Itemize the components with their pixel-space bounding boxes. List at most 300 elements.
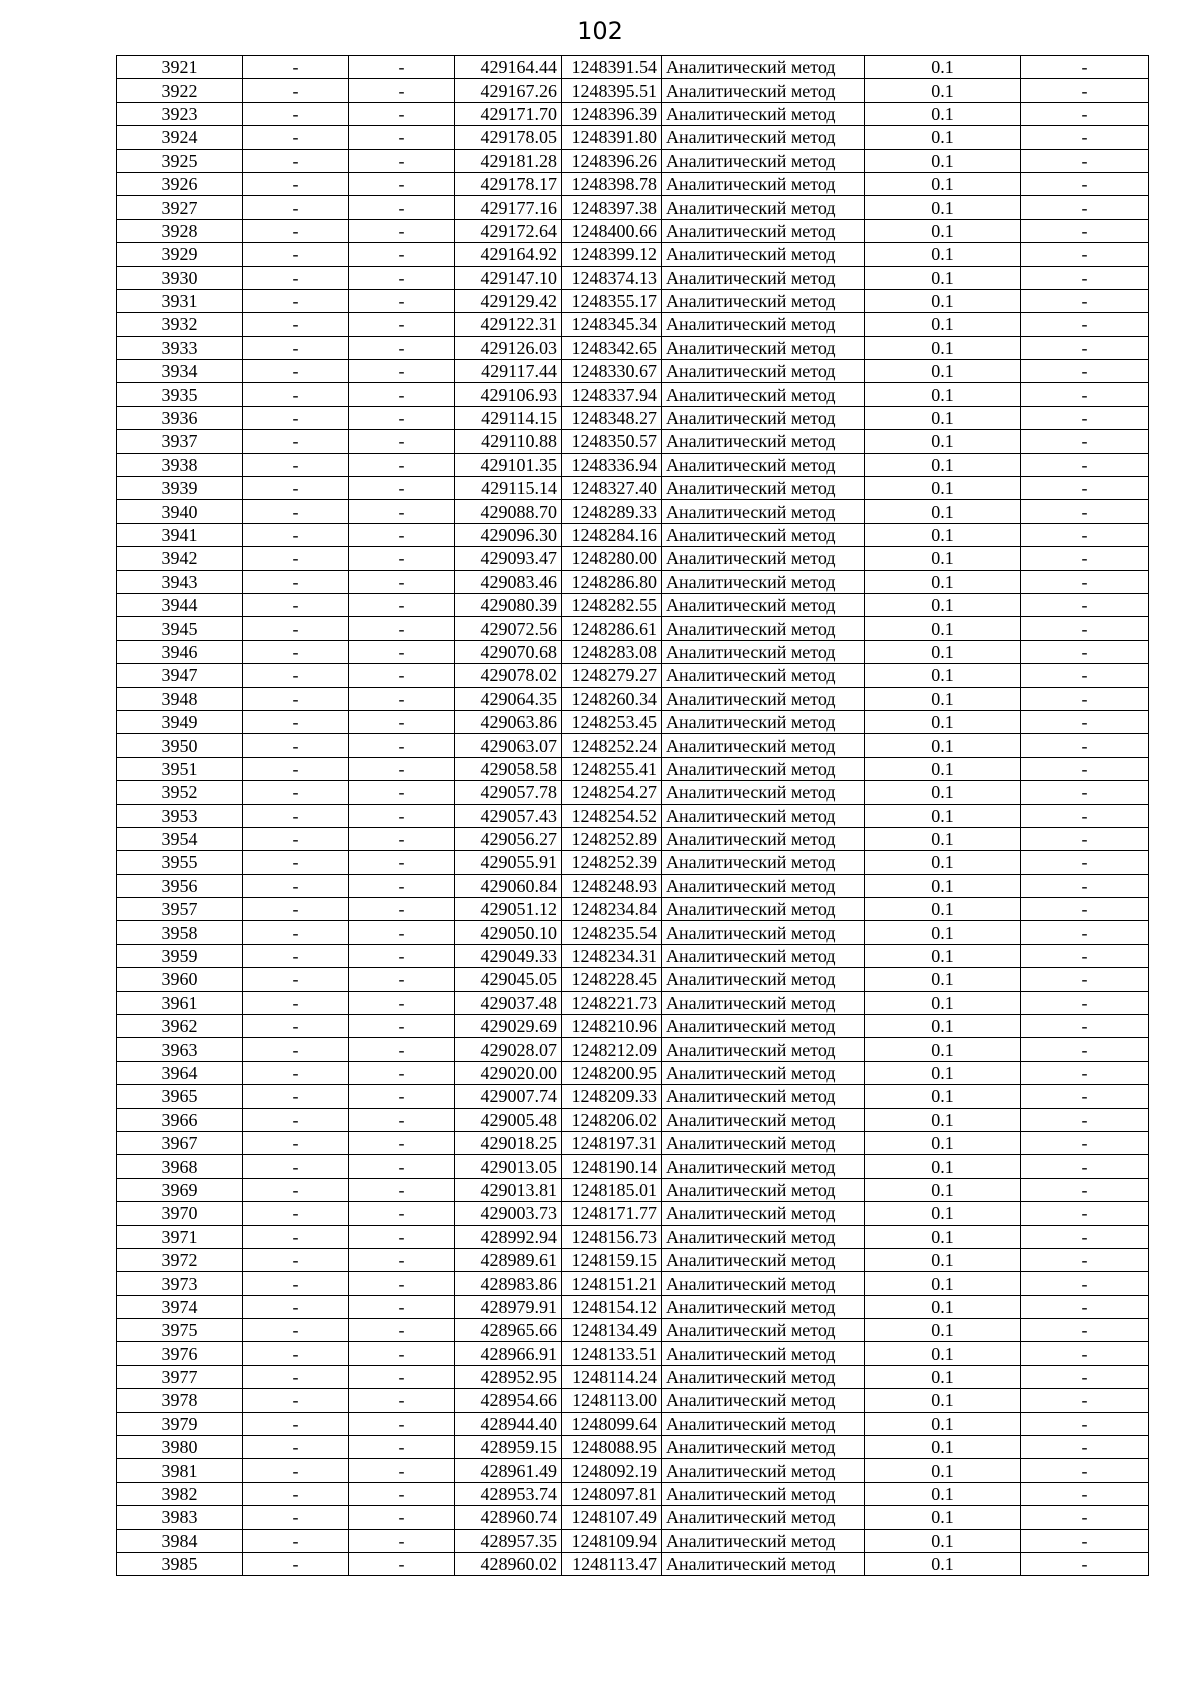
dash-cell-3: - xyxy=(1021,687,1149,710)
y-coordinate-cell: 1248088.95 xyxy=(562,1436,662,1459)
y-coordinate-cell: 1248397.38 xyxy=(562,196,662,219)
point-number-cell: 3923 xyxy=(117,102,243,125)
dash-cell-2: - xyxy=(349,1342,455,1365)
y-coordinate-cell: 1248171.77 xyxy=(562,1202,662,1225)
dash-cell-3: - xyxy=(1021,570,1149,593)
y-coordinate-cell: 1248286.61 xyxy=(562,617,662,640)
method-cell: Аналитический метод xyxy=(662,757,865,780)
dash-cell-2: - xyxy=(349,79,455,102)
point-number-cell: 3938 xyxy=(117,453,243,476)
precision-cell: 0.1 xyxy=(865,219,1021,242)
point-number-cell: 3930 xyxy=(117,266,243,289)
dash-cell-3: - xyxy=(1021,1412,1149,1435)
precision-cell: 0.1 xyxy=(865,79,1021,102)
precision-cell: 0.1 xyxy=(865,827,1021,850)
x-coordinate-cell: 429078.02 xyxy=(455,664,562,687)
table-row xyxy=(117,547,1149,570)
dash-cell-1: - xyxy=(243,430,349,453)
method-cell: Аналитический метод xyxy=(662,851,865,874)
y-coordinate-cell: 1248284.16 xyxy=(562,523,662,546)
dash-cell-2: - xyxy=(349,243,455,266)
method-cell: Аналитический метод xyxy=(662,1108,865,1131)
dash-cell-1: - xyxy=(243,1553,349,1576)
y-coordinate-cell: 1248221.73 xyxy=(562,991,662,1014)
dash-cell-1: - xyxy=(243,734,349,757)
y-coordinate-cell: 1248253.45 xyxy=(562,710,662,733)
dash-cell-1: - xyxy=(243,1412,349,1435)
precision-cell: 0.1 xyxy=(865,1319,1021,1342)
point-number-cell: 3940 xyxy=(117,500,243,523)
dash-cell-3: - xyxy=(1021,336,1149,359)
dash-cell-1: - xyxy=(243,289,349,312)
dash-cell-2: - xyxy=(349,523,455,546)
x-coordinate-cell: 429080.39 xyxy=(455,593,562,616)
method-cell: Аналитический метод xyxy=(662,1178,865,1201)
point-number-cell: 3955 xyxy=(117,851,243,874)
dash-cell-2: - xyxy=(349,430,455,453)
method-cell: Аналитический метод xyxy=(662,523,865,546)
method-cell: Аналитический метод xyxy=(662,1272,865,1295)
x-coordinate-cell: 429072.56 xyxy=(455,617,562,640)
precision-cell: 0.1 xyxy=(865,1389,1021,1412)
x-coordinate-cell: 429083.46 xyxy=(455,570,562,593)
x-coordinate-cell: 429056.27 xyxy=(455,827,562,850)
precision-cell: 0.1 xyxy=(865,1482,1021,1505)
method-cell: Аналитический метод xyxy=(662,243,865,266)
dash-cell-1: - xyxy=(243,1389,349,1412)
table-row xyxy=(117,1412,1149,1435)
y-coordinate-cell: 1248327.40 xyxy=(562,477,662,500)
y-coordinate-cell: 1248336.94 xyxy=(562,453,662,476)
precision-cell: 0.1 xyxy=(865,804,1021,827)
method-cell: Аналитический метод xyxy=(662,79,865,102)
y-coordinate-cell: 1248235.54 xyxy=(562,921,662,944)
y-coordinate-cell: 1248099.64 xyxy=(562,1412,662,1435)
y-coordinate-cell: 1248209.33 xyxy=(562,1085,662,1108)
precision-cell: 0.1 xyxy=(865,921,1021,944)
point-number-cell: 3962 xyxy=(117,1015,243,1038)
y-coordinate-cell: 1248337.94 xyxy=(562,383,662,406)
table-row xyxy=(117,617,1149,640)
x-coordinate-cell: 428960.02 xyxy=(455,1553,562,1576)
dash-cell-1: - xyxy=(243,898,349,921)
method-cell: Аналитический метод xyxy=(662,1295,865,1318)
dash-cell-2: - xyxy=(349,500,455,523)
dash-cell-3: - xyxy=(1021,1482,1149,1505)
method-cell: Аналитический метод xyxy=(662,430,865,453)
dash-cell-3: - xyxy=(1021,1342,1149,1365)
dash-cell-2: - xyxy=(349,1272,455,1295)
dash-cell-2: - xyxy=(349,1178,455,1201)
point-number-cell: 3961 xyxy=(117,991,243,1014)
method-cell: Аналитический метод xyxy=(662,1553,865,1576)
y-coordinate-cell: 1248210.96 xyxy=(562,1015,662,1038)
point-number-cell: 3932 xyxy=(117,313,243,336)
precision-cell: 0.1 xyxy=(865,851,1021,874)
precision-cell: 0.1 xyxy=(865,570,1021,593)
x-coordinate-cell: 429018.25 xyxy=(455,1131,562,1154)
dash-cell-1: - xyxy=(243,617,349,640)
table-row xyxy=(117,570,1149,593)
table-row xyxy=(117,804,1149,827)
point-number-cell: 3949 xyxy=(117,710,243,733)
dash-cell-3: - xyxy=(1021,1459,1149,1482)
precision-cell: 0.1 xyxy=(865,874,1021,897)
precision-cell: 0.1 xyxy=(865,1553,1021,1576)
precision-cell: 0.1 xyxy=(865,734,1021,757)
dash-cell-2: - xyxy=(349,219,455,242)
x-coordinate-cell: 429045.05 xyxy=(455,968,562,991)
method-cell: Аналитический метод xyxy=(662,1061,865,1084)
y-coordinate-cell: 1248212.09 xyxy=(562,1038,662,1061)
point-number-cell: 3970 xyxy=(117,1202,243,1225)
point-number-cell: 3948 xyxy=(117,687,243,710)
table-row xyxy=(117,1248,1149,1271)
y-coordinate-cell: 1248289.33 xyxy=(562,500,662,523)
method-cell: Аналитический метод xyxy=(662,1459,865,1482)
table-row xyxy=(117,687,1149,710)
table-row xyxy=(117,430,1149,453)
method-cell: Аналитический метод xyxy=(662,1225,865,1248)
point-number-cell: 3929 xyxy=(117,243,243,266)
point-number-cell: 3978 xyxy=(117,1389,243,1412)
y-coordinate-cell: 1248252.89 xyxy=(562,827,662,850)
dash-cell-3: - xyxy=(1021,593,1149,616)
method-cell: Аналитический метод xyxy=(662,1412,865,1435)
dash-cell-1: - xyxy=(243,1272,349,1295)
method-cell: Аналитический метод xyxy=(662,874,865,897)
x-coordinate-cell: 429088.70 xyxy=(455,500,562,523)
dash-cell-2: - xyxy=(349,1131,455,1154)
y-coordinate-cell: 1248255.41 xyxy=(562,757,662,780)
dash-cell-2: - xyxy=(349,149,455,172)
dash-cell-2: - xyxy=(349,1319,455,1342)
dash-cell-1: - xyxy=(243,1248,349,1271)
y-coordinate-cell: 1248185.01 xyxy=(562,1178,662,1201)
method-cell: Аналитический метод xyxy=(662,1506,865,1529)
dash-cell-2: - xyxy=(349,1459,455,1482)
method-cell: Аналитический метод xyxy=(662,921,865,944)
dash-cell-3: - xyxy=(1021,1529,1149,1552)
dash-cell-3: - xyxy=(1021,172,1149,195)
dash-cell-3: - xyxy=(1021,360,1149,383)
precision-cell: 0.1 xyxy=(865,1412,1021,1435)
y-coordinate-cell: 1248151.21 xyxy=(562,1272,662,1295)
dash-cell-2: - xyxy=(349,1061,455,1084)
page-number: 102 xyxy=(577,17,623,45)
dash-cell-1: - xyxy=(243,1085,349,1108)
precision-cell: 0.1 xyxy=(865,1342,1021,1365)
table-row xyxy=(117,406,1149,429)
dash-cell-2: - xyxy=(349,898,455,921)
dash-cell-1: - xyxy=(243,523,349,546)
dash-cell-1: - xyxy=(243,149,349,172)
dash-cell-1: - xyxy=(243,1131,349,1154)
x-coordinate-cell: 429096.30 xyxy=(455,523,562,546)
table-row xyxy=(117,1529,1149,1552)
method-cell: Аналитический метод xyxy=(662,1155,865,1178)
x-coordinate-cell: 429177.16 xyxy=(455,196,562,219)
x-coordinate-cell: 428957.35 xyxy=(455,1529,562,1552)
y-coordinate-cell: 1248228.45 xyxy=(562,968,662,991)
precision-cell: 0.1 xyxy=(865,266,1021,289)
dash-cell-3: - xyxy=(1021,710,1149,733)
dash-cell-2: - xyxy=(349,1155,455,1178)
precision-cell: 0.1 xyxy=(865,56,1021,79)
y-coordinate-cell: 1248398.78 xyxy=(562,172,662,195)
table-row xyxy=(117,1295,1149,1318)
dash-cell-1: - xyxy=(243,383,349,406)
method-cell: Аналитический метод xyxy=(662,453,865,476)
y-coordinate-cell: 1248133.51 xyxy=(562,1342,662,1365)
point-number-cell: 3935 xyxy=(117,383,243,406)
dash-cell-2: - xyxy=(349,1529,455,1552)
precision-cell: 0.1 xyxy=(865,243,1021,266)
table-row xyxy=(117,56,1149,79)
dash-cell-1: - xyxy=(243,500,349,523)
x-coordinate-cell: 429057.78 xyxy=(455,781,562,804)
dash-cell-2: - xyxy=(349,968,455,991)
dash-cell-3: - xyxy=(1021,477,1149,500)
table-row xyxy=(117,500,1149,523)
table-row xyxy=(117,1459,1149,1482)
dash-cell-3: - xyxy=(1021,1108,1149,1131)
y-coordinate-cell: 1248374.13 xyxy=(562,266,662,289)
dash-cell-1: - xyxy=(243,874,349,897)
y-coordinate-cell: 1248396.39 xyxy=(562,102,662,125)
dash-cell-2: - xyxy=(349,477,455,500)
y-coordinate-cell: 1248350.57 xyxy=(562,430,662,453)
x-coordinate-cell: 429051.12 xyxy=(455,898,562,921)
precision-cell: 0.1 xyxy=(865,1038,1021,1061)
precision-cell: 0.1 xyxy=(865,500,1021,523)
y-coordinate-cell: 1248107.49 xyxy=(562,1506,662,1529)
dash-cell-1: - xyxy=(243,196,349,219)
x-coordinate-cell: 428989.61 xyxy=(455,1248,562,1271)
table-row xyxy=(117,266,1149,289)
table-row xyxy=(117,1482,1149,1505)
precision-cell: 0.1 xyxy=(865,898,1021,921)
point-number-cell: 3925 xyxy=(117,149,243,172)
method-cell: Аналитический метод xyxy=(662,336,865,359)
precision-cell: 0.1 xyxy=(865,1155,1021,1178)
method-cell: Аналитический метод xyxy=(662,640,865,663)
point-number-cell: 3972 xyxy=(117,1248,243,1271)
x-coordinate-cell: 429050.10 xyxy=(455,921,562,944)
precision-cell: 0.1 xyxy=(865,523,1021,546)
point-number-cell: 3941 xyxy=(117,523,243,546)
x-coordinate-cell: 429007.74 xyxy=(455,1085,562,1108)
y-coordinate-cell: 1248190.14 xyxy=(562,1155,662,1178)
dash-cell-3: - xyxy=(1021,500,1149,523)
y-coordinate-cell: 1248097.81 xyxy=(562,1482,662,1505)
precision-cell: 0.1 xyxy=(865,1061,1021,1084)
y-coordinate-cell: 1248282.55 xyxy=(562,593,662,616)
point-number-cell: 3934 xyxy=(117,360,243,383)
precision-cell: 0.1 xyxy=(865,1506,1021,1529)
dash-cell-2: - xyxy=(349,406,455,429)
dash-cell-2: - xyxy=(349,1436,455,1459)
precision-cell: 0.1 xyxy=(865,126,1021,149)
precision-cell: 0.1 xyxy=(865,360,1021,383)
dash-cell-1: - xyxy=(243,781,349,804)
dash-cell-3: - xyxy=(1021,383,1149,406)
dash-cell-2: - xyxy=(349,1412,455,1435)
dash-cell-2: - xyxy=(349,570,455,593)
dash-cell-3: - xyxy=(1021,734,1149,757)
table-row xyxy=(117,523,1149,546)
table-row xyxy=(117,757,1149,780)
dash-cell-3: - xyxy=(1021,1202,1149,1225)
y-coordinate-cell: 1248248.93 xyxy=(562,874,662,897)
dash-cell-1: - xyxy=(243,570,349,593)
precision-cell: 0.1 xyxy=(865,1202,1021,1225)
x-coordinate-cell: 428953.74 xyxy=(455,1482,562,1505)
point-number-cell: 3924 xyxy=(117,126,243,149)
precision-cell: 0.1 xyxy=(865,710,1021,733)
y-coordinate-cell: 1248391.80 xyxy=(562,126,662,149)
method-cell: Аналитический метод xyxy=(662,781,865,804)
precision-cell: 0.1 xyxy=(865,1225,1021,1248)
table-row xyxy=(117,1015,1149,1038)
method-cell: Аналитический метод xyxy=(662,1131,865,1154)
method-cell: Аналитический метод xyxy=(662,196,865,219)
point-number-cell: 3931 xyxy=(117,289,243,312)
dash-cell-2: - xyxy=(349,1482,455,1505)
precision-cell: 0.1 xyxy=(865,944,1021,967)
point-number-cell: 3936 xyxy=(117,406,243,429)
table-row xyxy=(117,1272,1149,1295)
y-coordinate-cell: 1248342.65 xyxy=(562,336,662,359)
y-coordinate-cell: 1248283.08 xyxy=(562,640,662,663)
table-row xyxy=(117,1038,1149,1061)
precision-cell: 0.1 xyxy=(865,1272,1021,1295)
dash-cell-1: - xyxy=(243,266,349,289)
dash-cell-2: - xyxy=(349,289,455,312)
table-row xyxy=(117,243,1149,266)
dash-cell-3: - xyxy=(1021,1038,1149,1061)
table-row xyxy=(117,1342,1149,1365)
method-cell: Аналитический метод xyxy=(662,383,865,406)
y-coordinate-cell: 1248092.19 xyxy=(562,1459,662,1482)
table-row xyxy=(117,1365,1149,1388)
dash-cell-3: - xyxy=(1021,219,1149,242)
y-coordinate-cell: 1248114.24 xyxy=(562,1365,662,1388)
x-coordinate-cell: 429064.35 xyxy=(455,687,562,710)
dash-cell-1: - xyxy=(243,1342,349,1365)
dash-cell-3: - xyxy=(1021,243,1149,266)
table-row xyxy=(117,289,1149,312)
dash-cell-2: - xyxy=(349,102,455,125)
x-coordinate-cell: 429005.48 xyxy=(455,1108,562,1131)
dash-cell-1: - xyxy=(243,102,349,125)
dash-cell-2: - xyxy=(349,921,455,944)
table-row xyxy=(117,102,1149,125)
dash-cell-1: - xyxy=(243,827,349,850)
dash-cell-1: - xyxy=(243,1225,349,1248)
dash-cell-1: - xyxy=(243,1295,349,1318)
x-coordinate-cell: 429117.44 xyxy=(455,360,562,383)
dash-cell-1: - xyxy=(243,640,349,663)
dash-cell-2: - xyxy=(349,453,455,476)
point-number-cell: 3922 xyxy=(117,79,243,102)
point-number-cell: 3953 xyxy=(117,804,243,827)
x-coordinate-cell: 429058.58 xyxy=(455,757,562,780)
precision-cell: 0.1 xyxy=(865,1529,1021,1552)
point-number-cell: 3965 xyxy=(117,1085,243,1108)
method-cell: Аналитический метод xyxy=(662,570,865,593)
method-cell: Аналитический метод xyxy=(662,102,865,125)
y-coordinate-cell: 1248260.34 xyxy=(562,687,662,710)
dash-cell-2: - xyxy=(349,804,455,827)
dash-cell-1: - xyxy=(243,1155,349,1178)
precision-cell: 0.1 xyxy=(865,687,1021,710)
dash-cell-2: - xyxy=(349,781,455,804)
dash-cell-3: - xyxy=(1021,196,1149,219)
x-coordinate-cell: 429178.17 xyxy=(455,172,562,195)
dash-cell-2: - xyxy=(349,336,455,359)
point-number-cell: 3946 xyxy=(117,640,243,663)
method-cell: Аналитический метод xyxy=(662,406,865,429)
precision-cell: 0.1 xyxy=(865,664,1021,687)
method-cell: Аналитический метод xyxy=(662,149,865,172)
point-number-cell: 3927 xyxy=(117,196,243,219)
dash-cell-2: - xyxy=(349,640,455,663)
table-row xyxy=(117,968,1149,991)
x-coordinate-cell: 428983.86 xyxy=(455,1272,562,1295)
x-coordinate-cell: 429070.68 xyxy=(455,640,562,663)
dash-cell-3: - xyxy=(1021,1506,1149,1529)
dash-cell-3: - xyxy=(1021,1085,1149,1108)
x-coordinate-cell: 428992.94 xyxy=(455,1225,562,1248)
y-coordinate-cell: 1248254.27 xyxy=(562,781,662,804)
x-coordinate-cell: 428954.66 xyxy=(455,1389,562,1412)
x-coordinate-cell: 428960.74 xyxy=(455,1506,562,1529)
x-coordinate-cell: 429106.93 xyxy=(455,383,562,406)
dash-cell-3: - xyxy=(1021,79,1149,102)
x-coordinate-cell: 429114.15 xyxy=(455,406,562,429)
dash-cell-3: - xyxy=(1021,1248,1149,1271)
table-row xyxy=(117,453,1149,476)
dash-cell-3: - xyxy=(1021,827,1149,850)
x-coordinate-cell: 429164.92 xyxy=(455,243,562,266)
dash-cell-2: - xyxy=(349,266,455,289)
method-cell: Аналитический метод xyxy=(662,898,865,921)
dash-cell-1: - xyxy=(243,968,349,991)
dash-cell-2: - xyxy=(349,172,455,195)
y-coordinate-cell: 1248252.39 xyxy=(562,851,662,874)
y-coordinate-cell: 1248355.17 xyxy=(562,289,662,312)
precision-cell: 0.1 xyxy=(865,1436,1021,1459)
point-number-cell: 3939 xyxy=(117,477,243,500)
y-coordinate-cell: 1248159.15 xyxy=(562,1248,662,1271)
table-row xyxy=(117,336,1149,359)
method-cell: Аналитический метод xyxy=(662,360,865,383)
dash-cell-3: - xyxy=(1021,56,1149,79)
dash-cell-1: - xyxy=(243,1365,349,1388)
method-cell: Аналитический метод xyxy=(662,1015,865,1038)
dash-cell-2: - xyxy=(349,1389,455,1412)
table-row xyxy=(117,921,1149,944)
precision-cell: 0.1 xyxy=(865,406,1021,429)
method-cell: Аналитический метод xyxy=(662,1342,865,1365)
y-coordinate-cell: 1248200.95 xyxy=(562,1061,662,1084)
dash-cell-2: - xyxy=(349,1506,455,1529)
table-row xyxy=(117,874,1149,897)
point-number-cell: 3980 xyxy=(117,1436,243,1459)
dash-cell-2: - xyxy=(349,874,455,897)
method-cell: Аналитический метод xyxy=(662,687,865,710)
